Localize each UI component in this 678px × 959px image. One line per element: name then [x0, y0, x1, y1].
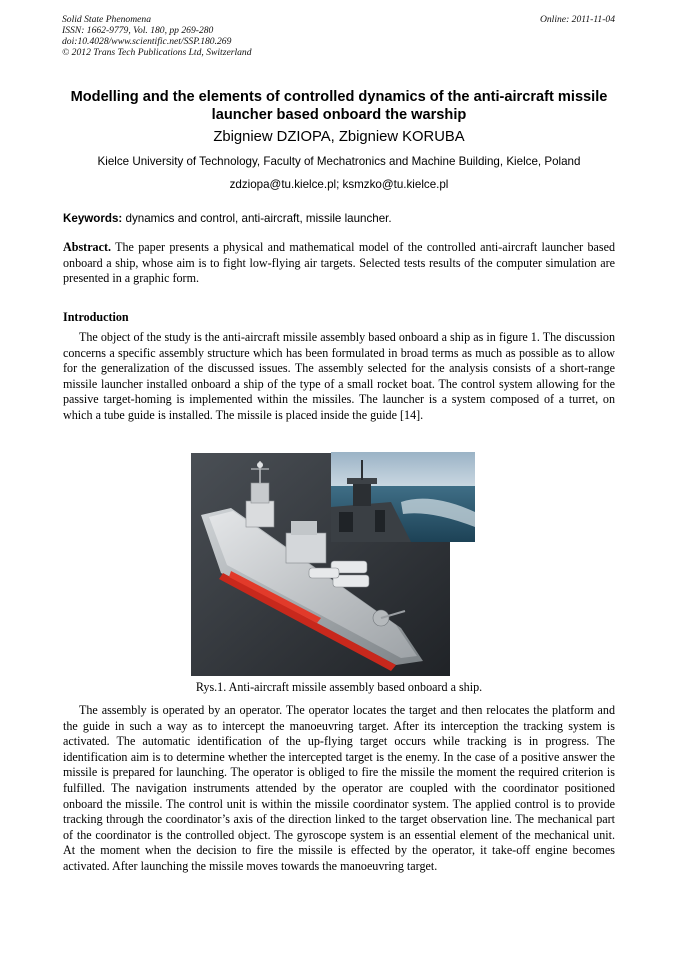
keywords — [63, 212, 615, 225]
figure-caption: Rys.1. Anti-aircraft missile assembly based onboard a ship. — [195, 680, 483, 694]
journal-name: Solid State Phenomena — [62, 14, 151, 25]
author-emails: zdziopa@tu.kielce.pl; ksmzko@tu.kielce.pl — [229, 178, 449, 191]
authors: Zbigniew DZIOPA, Zbigniew KORUBA — [213, 129, 465, 145]
abstract — [63, 240, 615, 287]
section-heading-introduction: Introduction — [63, 310, 129, 324]
issn-line: ISSN: 1662-9779, Vol. 180, pp 269-280 — [62, 25, 214, 36]
journal-header — [62, 14, 615, 58]
body-paragraph: The assembly is operated by an operator. The operator locates the target and then relocates the platform and the guide in such a way as to intercept the manoeuvring target. After its interception the tracking system is activated. The automatic identification of the up-flying target occurs while tracking is in progress. The identification aim is to determine whether the intercepted target is the enemy. In the case of a positive answer the missile is prepared for launching. The operator is obliged to fire the missile the moment the required criterion is fulfilled. The navigation instruments attended by the operator are coupled with the coordinator positioned onboard the missile. The control unit is within the missile coordinator system. The applied control is to provide tracking through the coordinator’s axis of the direction linked to the target observation line. The mechanical part of the coordinator is the controlled object. The gyroscope system is an essential element of the mechanical unit. At the moment when the decision to fire the missile is effected by the operator, it take-off engine becomes activated. After launching the missile moves towards the manoeuvring target. — [63, 703, 615, 873]
online-date: Online: 2011-11-04 — [539, 14, 615, 25]
abstract-label: Abstract. — [63, 240, 112, 254]
abstract-text: The paper presents a physical and mathematical model of the controlled anti-aircraft launcher based onboard a ship, whose aim is to fight low-flying air targets. Selected tests results of the computer simulation are presented in a graphic form. — [63, 240, 615, 286]
keywords-label: Keywords: — [63, 212, 123, 225]
paper-title: Modelling and the elements of controlled dynamics of the anti-aircraft missile launcher based onboard the warship — [70, 89, 608, 123]
introduction-paragraph: The object of the study is the anti-aircraft missile assembly based onboard a ship as in figure 1. The discussion concerns a specific assembly structure which has been formulated in broad terms as much as possible as to allow for the generalization of the discussed issues. The assembly selected for the analysis consists of a short-range missile launcher installed onboard a ship of the type of a small rocket boat. The control system allowing for the passive target-homing is implemented within the missiles. The launcher is a system composed of a turret, on which a tube guide is installed. The missile is placed inside the guide [14]. — [63, 330, 615, 422]
affiliation: Kielce University of Technology, Faculty of Mechatronics and Machine Building, Kielce, Poland — [97, 155, 581, 168]
keywords-text: dynamics and control, anti-aircraft, missile launcher. — [122, 212, 392, 225]
doi-line: doi:10.4028/www.scientific.net/SSP.180.269 — [62, 36, 232, 47]
launcher-photo-image — [331, 452, 475, 542]
copyright-line: © 2012 Trans Tech Publications Ltd, Switzerland — [62, 47, 252, 58]
